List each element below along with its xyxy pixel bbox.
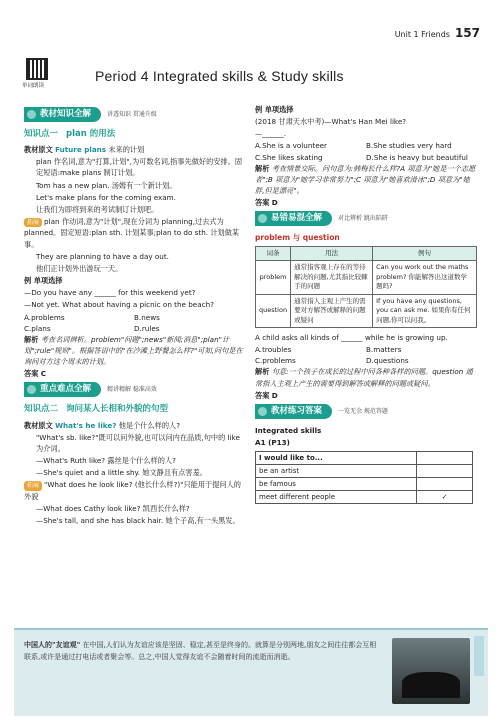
section-banner: [255, 211, 477, 226]
answer: [255, 390, 477, 401]
decorative-ribbon: [474, 636, 484, 676]
answer-label: 答案: [255, 198, 270, 208]
table-header-row: [256, 247, 477, 261]
unit-label: [395, 24, 480, 43]
section-title: Integrated skills: [255, 425, 322, 435]
table-cell: be an artist: [256, 465, 417, 478]
source-line: [24, 144, 244, 155]
answer-value: D: [271, 198, 278, 208]
text-line: Tom has a new plan. 汤姆有一个新计划。: [36, 180, 177, 190]
option: B.news: [134, 312, 160, 322]
question-line: —Do you have any ______ for this weekend yet?: [24, 288, 196, 298]
option: A.troubles: [255, 345, 292, 355]
qr-code-icon[interactable]: [26, 58, 48, 80]
kp-number: 知识点一: [24, 129, 59, 139]
options-row: [255, 140, 477, 151]
table-row: [256, 465, 473, 478]
table-header: 用法: [291, 247, 373, 261]
options-row: [255, 344, 477, 355]
table-cell: question: [256, 294, 291, 327]
text-line: 让我们为即将到来的考试制订计划吧。: [36, 204, 159, 214]
example-head: 例 单项选择: [24, 276, 63, 286]
banner-subtitle: 一览无余 规范答题: [338, 407, 388, 415]
analysis-text: 考查名词辨析。problem"问题";news"新闻;消息";plan"计划";rule"规则"。根据答语中的"在沙滩上野餐怎么样?"可知,问句是在询问对方这个周末的计划。: [24, 334, 243, 367]
analysis-text: 考查情景交际。问句意为:韩梅长什么样?A 项意为"她是一个志愿者";B 项意为"她学习非常努力";C 项意为"她喜欢滑冰";D 项意为"她胖,但是漂亮"。: [255, 163, 476, 196]
table-header: 例句: [373, 247, 477, 261]
kp-text: 询问某人长相和外貌的句型: [66, 404, 169, 415]
qr-label: 单词朗读: [22, 83, 45, 89]
tip-badge: 拓展: [24, 218, 42, 227]
tip-text: "What does he look like? (他长什么样?)"只能用于提问人的外貌: [24, 480, 241, 501]
table-row: [256, 452, 473, 465]
option: C.She likes skating: [255, 152, 323, 162]
analysis: [255, 366, 477, 388]
table-header: 词条: [256, 247, 291, 261]
analysis: [24, 334, 244, 367]
option: C.problems: [255, 356, 296, 366]
options-row: [24, 323, 244, 334]
tip-badge: 拓展: [24, 481, 42, 490]
text-line: Let's make plans for the coming exam.: [36, 192, 176, 202]
table-cell: If you have any questions, you can ask me. 如果你有任何问题,你可以问我。: [373, 294, 477, 327]
page-number: 157: [454, 26, 480, 40]
text-line: —What's Ruth like? 露丝是个什么样的人?: [36, 456, 176, 466]
table-cell: I would like to...: [256, 452, 417, 465]
tip-line: [24, 216, 244, 250]
answer-label: 答案: [255, 390, 270, 400]
analysis-text: 句意:一个孩子在成长的过程中问各种各样的问题。question 通常指人主观上产生的需要得到解答或解释的问题或疑问。: [255, 367, 473, 388]
text-line: They are planning to have a day out.: [36, 251, 169, 261]
answer-value: C: [40, 369, 46, 379]
answer: [24, 368, 244, 379]
text-line: 他们正计划外出游玩一天。: [36, 263, 123, 273]
option: B.She studies very hard: [366, 141, 452, 151]
options-row: [24, 312, 244, 323]
section-banner: [24, 382, 244, 397]
table-cell: [417, 478, 473, 491]
text-line: —What does Cathy look like? 凯西长什么样?: [36, 503, 190, 513]
text-line: —She's quiet and a little shy. 她文静且有点害羞。: [36, 468, 207, 478]
source-translation: 他是个什么样的人?: [116, 420, 181, 430]
table-row: [256, 491, 473, 504]
source-translation: 未来的计划: [106, 145, 145, 155]
table-cell: problem: [256, 261, 291, 294]
banner-tag: 教材练习答案: [255, 404, 332, 419]
section-banner: [255, 404, 477, 419]
text-line: —She's tall, and she has black hair. 她个子高,有一头黑发。: [36, 516, 240, 525]
analysis-label: 解析: [255, 163, 270, 173]
tip-line: [24, 479, 244, 501]
table-row: [256, 478, 473, 491]
question-line: —______.: [255, 129, 287, 139]
banner-subtitle: 讲透知识 贯通升级: [107, 110, 157, 118]
friends-silhouette-image: [392, 638, 470, 704]
question-line: —Not yet. What about having a picnic on the beach?: [24, 300, 214, 310]
table-cell: [417, 452, 473, 465]
analysis-label: 解析: [24, 334, 39, 344]
option: B.matters: [366, 345, 402, 355]
footer-title: 中国人的"友谊观": [24, 641, 81, 649]
culture-footer: [14, 628, 488, 716]
footer-text: [24, 640, 379, 664]
option: D.questions: [366, 356, 409, 366]
answer-table: [255, 451, 473, 504]
kp-number: 知识点二: [24, 404, 59, 415]
page-header: [0, 0, 500, 50]
source-label: 教材原文: [24, 420, 53, 430]
answer: [255, 197, 477, 208]
source-phrase: What's he like?: [55, 420, 117, 430]
example-head: 例 单项选择: [255, 105, 294, 114]
table-cell: [417, 465, 473, 478]
banner-subtitle: 精讲精解 稳准高效: [107, 386, 157, 394]
source-line: [24, 420, 244, 431]
page-title: Period 4 Integrated skills & Study skills: [95, 68, 344, 84]
banner-tag: 重点难点全解: [24, 382, 101, 397]
right-column: [255, 104, 477, 504]
topic-title: problem 与 question: [255, 233, 340, 243]
text-line: "What's sb. like?"既可以问外貌,也可以问内在品质,句中的 like 为介词。: [36, 432, 240, 453]
answer-label: 答案: [24, 369, 39, 379]
text-line: plan 作名词,意为"打算,计划",为可数名词,指事先做好的安排。固定短语:make plans 制订计划。: [36, 157, 243, 178]
table-cell: be famous: [256, 478, 417, 491]
question-line: (2018 甘肃天水中考)—What's Han Mei like?: [255, 117, 407, 127]
table-cell: 通常指人主观上产生的需要对方解答或解释的问题或疑问: [291, 294, 373, 327]
exercise-ref: A1 (P13): [255, 438, 290, 448]
tip-text: plan 作动词,意为"计划",现在分词为 planning,过去式为 planned。固定短语:plan sth. 计划某事;plan to do sth. 计划做某事。: [24, 217, 240, 249]
table-cell: 通常指客观上存在的等待解决的问题,尤其指比较棘手的问题: [291, 261, 373, 294]
source-phrase: Future plans: [55, 145, 107, 155]
banner-tag: 教材知识全解: [24, 107, 101, 122]
answer-value: D: [271, 390, 278, 400]
left-column: [24, 104, 244, 527]
section-banner: [24, 107, 244, 122]
option: C.plans: [24, 323, 51, 333]
table-cell: meet different people: [256, 491, 417, 504]
options-row: [255, 355, 477, 366]
source-label: 教材原文: [24, 145, 53, 155]
table-row: [256, 261, 477, 294]
check-mark-icon: ✓: [417, 491, 473, 504]
unit-name: Unit 1 Friends: [394, 30, 450, 39]
footer-body: 在中国,人们认为友谊应该是坚固、稳定,甚至是终身的。就算是分别两地,朋友之间往往都会互相联系,或许是通过打电话或者聚会等。总之,中国人觉得友谊不会随着时间的流逝而消逝。: [24, 641, 377, 661]
knowledge-point-title: [24, 128, 244, 141]
question-line: A child asks all kinds of ______ while he is growing up.: [255, 332, 448, 342]
table-row: [256, 294, 477, 327]
banner-subtitle: 对比辨析 跳出陷阱: [338, 215, 388, 223]
options-row: [255, 152, 477, 163]
option: A.She is a volunteer: [255, 141, 327, 151]
kp-text: plan 的用法: [66, 129, 116, 139]
option: A.problems: [24, 312, 65, 322]
comparison-table: [255, 246, 477, 328]
knowledge-point-title: [24, 403, 244, 416]
banner-tag: 易错易混全解: [255, 211, 332, 226]
analysis: [255, 163, 477, 196]
analysis-label: 解析: [255, 367, 270, 377]
option: D.rules: [134, 323, 160, 333]
table-cell: Can you work out the maths problem? 你能解答出这道数学题吗?: [373, 261, 477, 294]
option: D.She is heavy but beautiful: [366, 152, 468, 162]
